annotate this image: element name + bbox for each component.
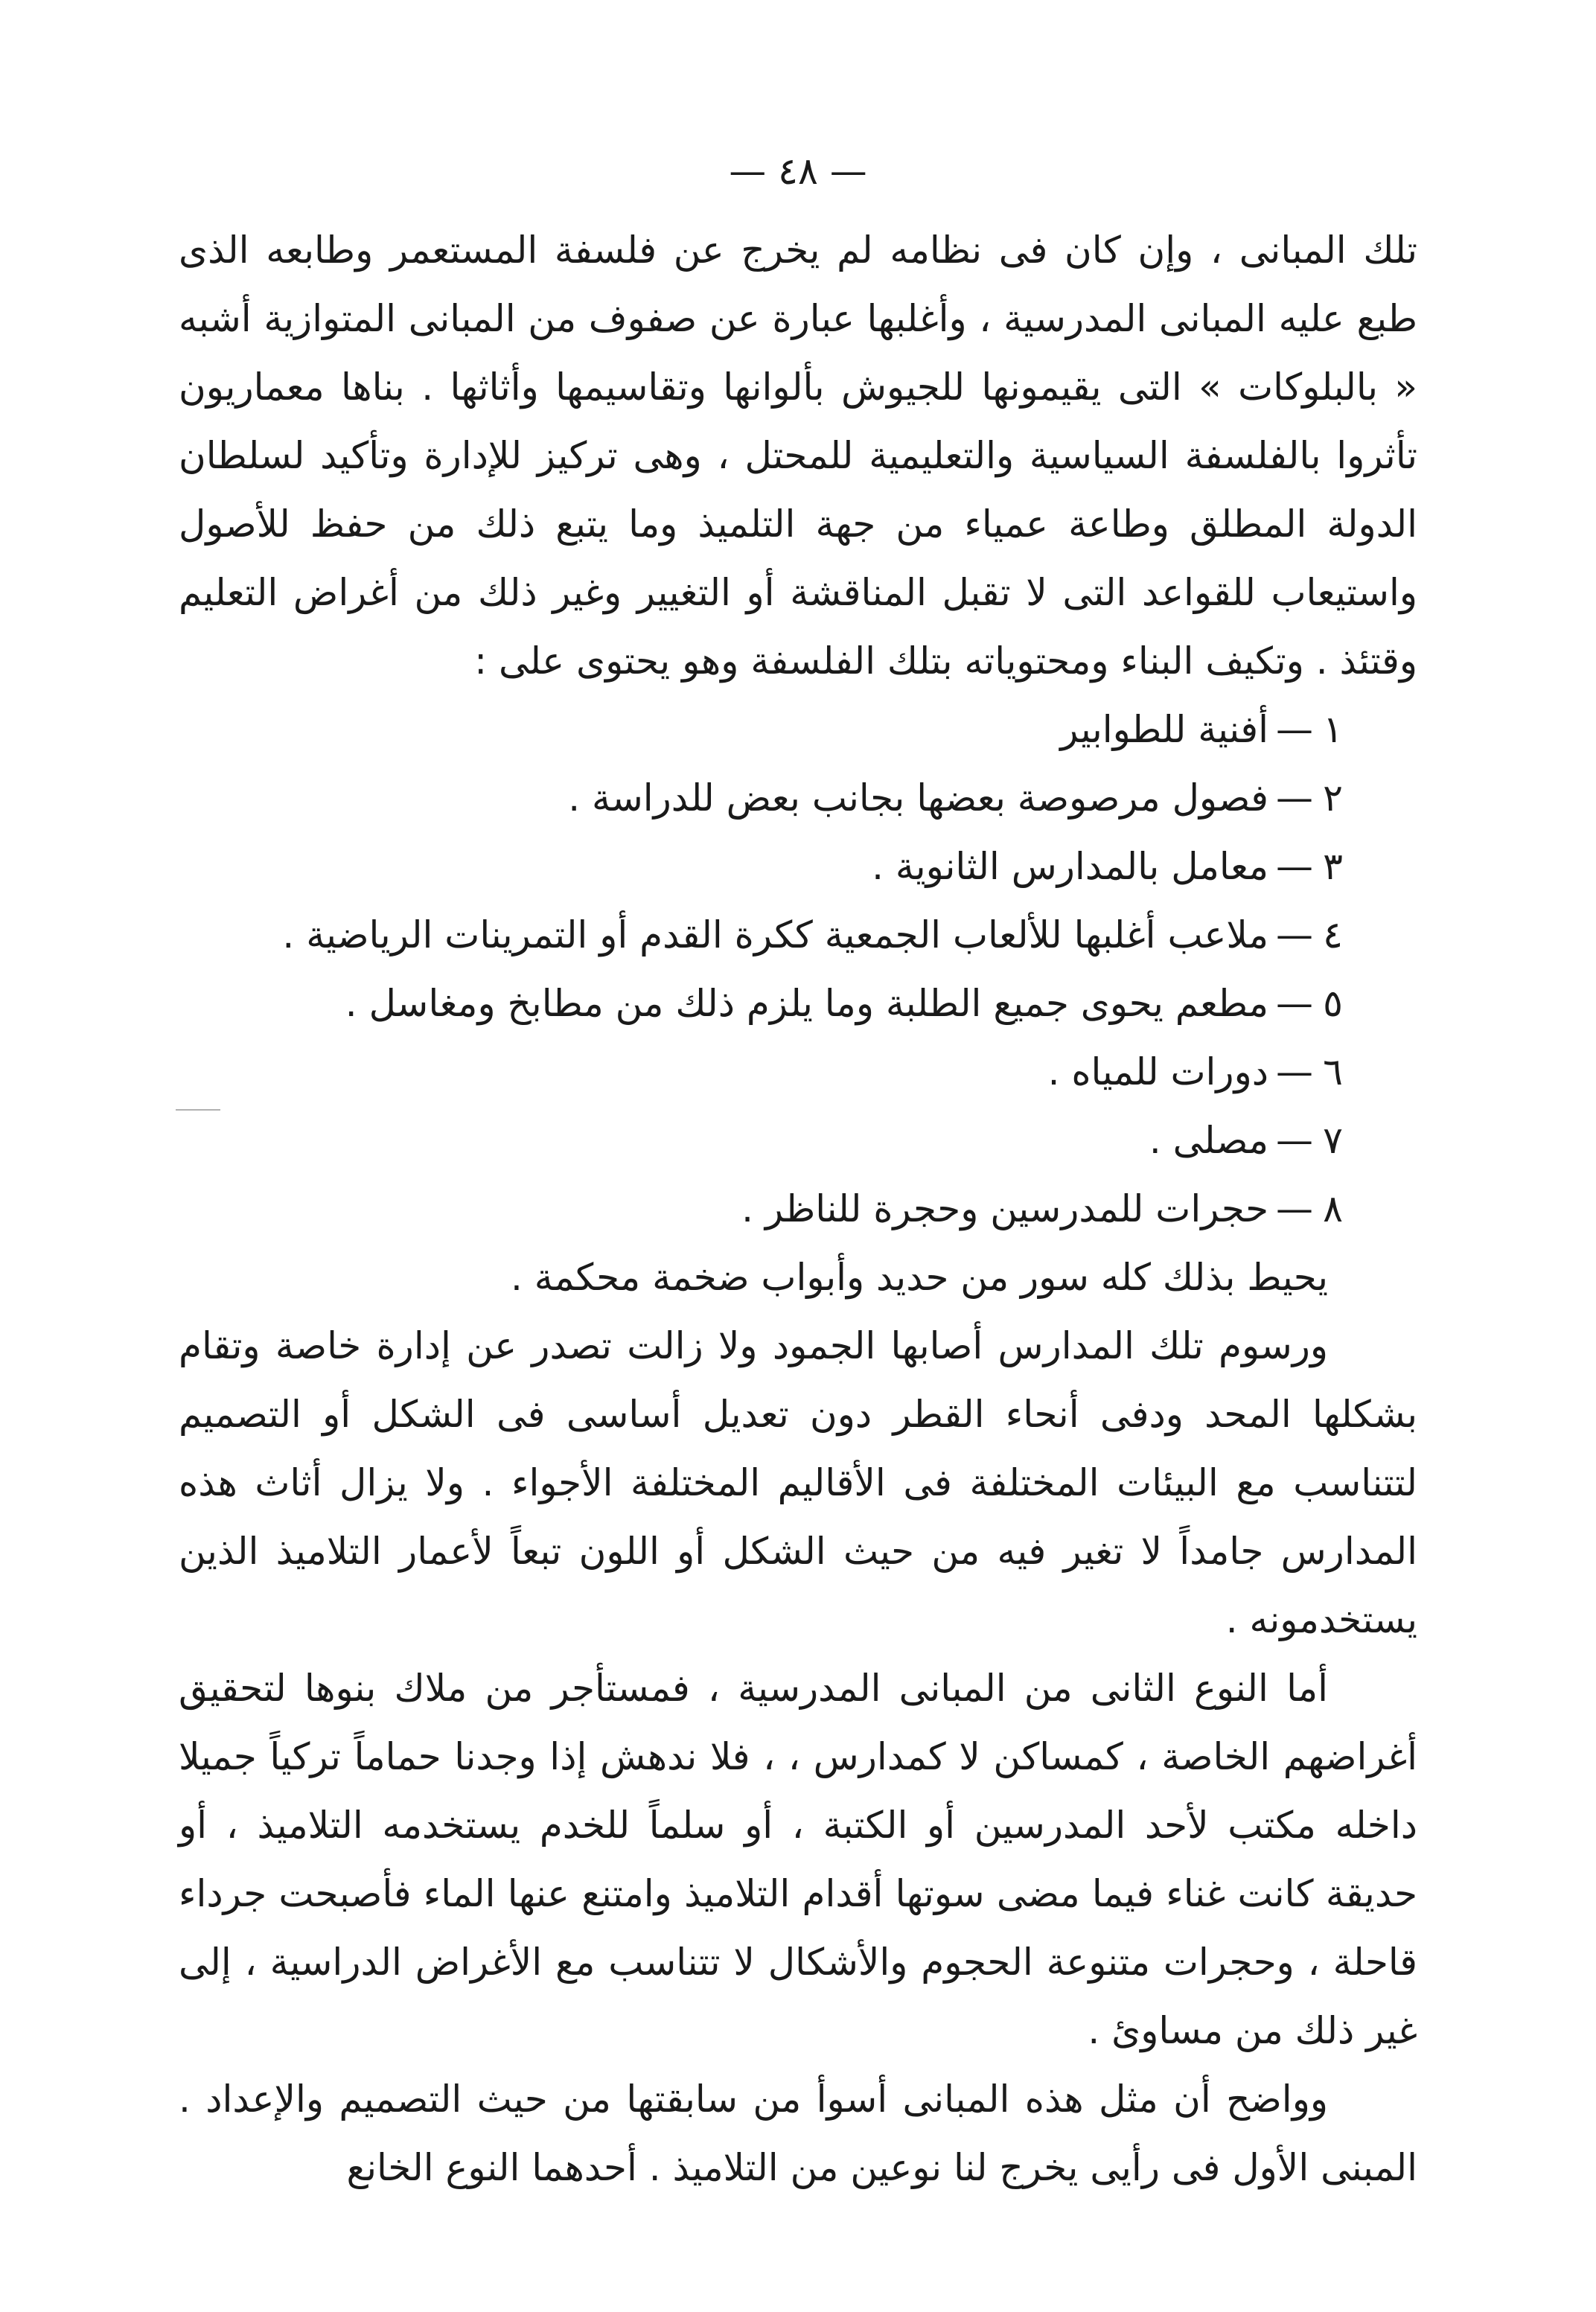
list-item-dash: — bbox=[1276, 1119, 1313, 1162]
list-item-dash: — bbox=[1276, 845, 1313, 888]
list-item-text: دورات للمياه . bbox=[1047, 1050, 1268, 1093]
list-item-dash: — bbox=[1276, 982, 1313, 1025]
paragraph-fence: يحيط بذلك كله سور من حديد وأبواب ضخمة محكمة . bbox=[511, 1256, 1328, 1299]
list-item-number: ٧ bbox=[1323, 1119, 1343, 1162]
list-item bbox=[179, 1038, 1343, 1106]
list-item-number: ٢ bbox=[1323, 776, 1343, 820]
list-item bbox=[179, 764, 1343, 832]
list-item bbox=[179, 832, 1343, 901]
list-item-dash: — bbox=[1276, 708, 1313, 751]
list-item-text: أفنية للطوابير bbox=[1060, 708, 1268, 751]
list-item-text: حجرات للمدرسين وحجرة للناظر . bbox=[741, 1187, 1268, 1230]
list-item-dash: — bbox=[1276, 913, 1313, 957]
list-item-number: ٥ bbox=[1323, 982, 1343, 1025]
list-item-text: مصلى . bbox=[1149, 1119, 1268, 1162]
list-item-number: ٣ bbox=[1323, 845, 1343, 888]
list-item-dash: — bbox=[1276, 1187, 1313, 1230]
list-item-number: ٨ bbox=[1323, 1187, 1343, 1230]
paragraph-intro: تلك المبانى ، وإن كان فى نظامه لم يخرج عن فلسفة المستعمر وطابعه الذى طبع عليه المبانى المدرسية ، وأغلبها عبارة عن صفوف من المبانى المتوازية أشبه « بالبلوكات » التى يقيمونها للجيوش بألوانها وتقاسيمها وأثاثها . بناها معماريون تأثروا بالفلسفة السياسية والتعليمية للمحتل ، وهى تركيز للإدارة وتأكيد لسلطان الدولة المطلق وطاعة عمياء من جهة التلميذ وما يتبع ذلك من حفظ للأصول واستيعاب للقواعد التى لا تقبل المناقشة أو التغيير وغير ذلك من أغراض التعليم وقتئذ . وتكيف البناء ومحتوياته بتلك الفلسفة وهو يحتوى على : bbox=[179, 229, 1417, 683]
list-item-number: ١ bbox=[1323, 708, 1343, 751]
list-item-text: معامل بالمدارس الثانوية . bbox=[872, 845, 1268, 888]
list-item-dash: — bbox=[1276, 1050, 1313, 1093]
list-item bbox=[179, 1175, 1343, 1243]
list-item-number: ٦ bbox=[1323, 1050, 1343, 1093]
paragraph-conclusion: وواضح أن مثل هذه المبانى أسوأ من سابقتها من حيث التصميم والإعداد . المبنى الأول فى رأيى يخرج لنا نوعين من التلاميذ . أحدهما النوع الخانع bbox=[179, 2078, 1417, 2189]
list-item-text: فصول مرصوصة بعضها بجانب بعض للدراسة . bbox=[568, 776, 1268, 820]
list-item bbox=[179, 901, 1343, 969]
list-item-number: ٤ bbox=[1323, 913, 1343, 957]
list-item bbox=[179, 1106, 1343, 1175]
list-item bbox=[179, 969, 1343, 1038]
facilities-list bbox=[179, 695, 1417, 1243]
paragraph-rented-buildings: أما النوع الثانى من المبانى المدرسية ، فمستأجر من ملاك بنوها لتحقيق أغراضهم الخاصة ، كمساكن لا كمدارس ، ، فلا ندهش إذا وجدنا حماماً تركياً جميلا داخله مكتب لأحد المدرسين أو الكتبة ، أو سلماً للخدم يستخدمه التلاميذ ، أو حديقة كانت غناء فيما مضى سوتها أقدام التلاميذ وامتنع عنها الماء فأصبحت جرداء قاحلة ، وحجرات متنوعة الحجوم والأشكال لا تتناسب مع الأغراض الدراسية ، إلى غير ذلك من مساوئ . bbox=[179, 1667, 1417, 2052]
page-number: — ٤٨ — bbox=[729, 150, 867, 193]
list-item-text: ملاعب أغلبها للألعاب الجمعية ككرة القدم أو التمرينات الرياضية . bbox=[282, 913, 1268, 957]
list-item-text: مطعم يحوى جميع الطلبة وما يلزم ذلك من مطابخ ومغاسل . bbox=[345, 982, 1268, 1025]
paragraph-designs: ورسوم تلك المدارس أصابها الجمود ولا زالت تصدر عن إدارة خاصة وتقام بشكلها المحد ودفى أنحاء القطر دون تعديل أساسى فى الشكل أو التصميم لتتناسب مع البيئات المختلفة فى الأقاليم المختلفة الأجواء . ولا يزال أثاث هذه المدارس جامداً لا تغير فيه من حيث الشكل أو اللون تبعاً لأعمار التلاميذ الذين يستخدمونه . bbox=[179, 1324, 1417, 1641]
list-item-dash: — bbox=[1276, 776, 1313, 820]
margin-mark bbox=[176, 1109, 220, 1111]
list-item bbox=[179, 695, 1343, 764]
